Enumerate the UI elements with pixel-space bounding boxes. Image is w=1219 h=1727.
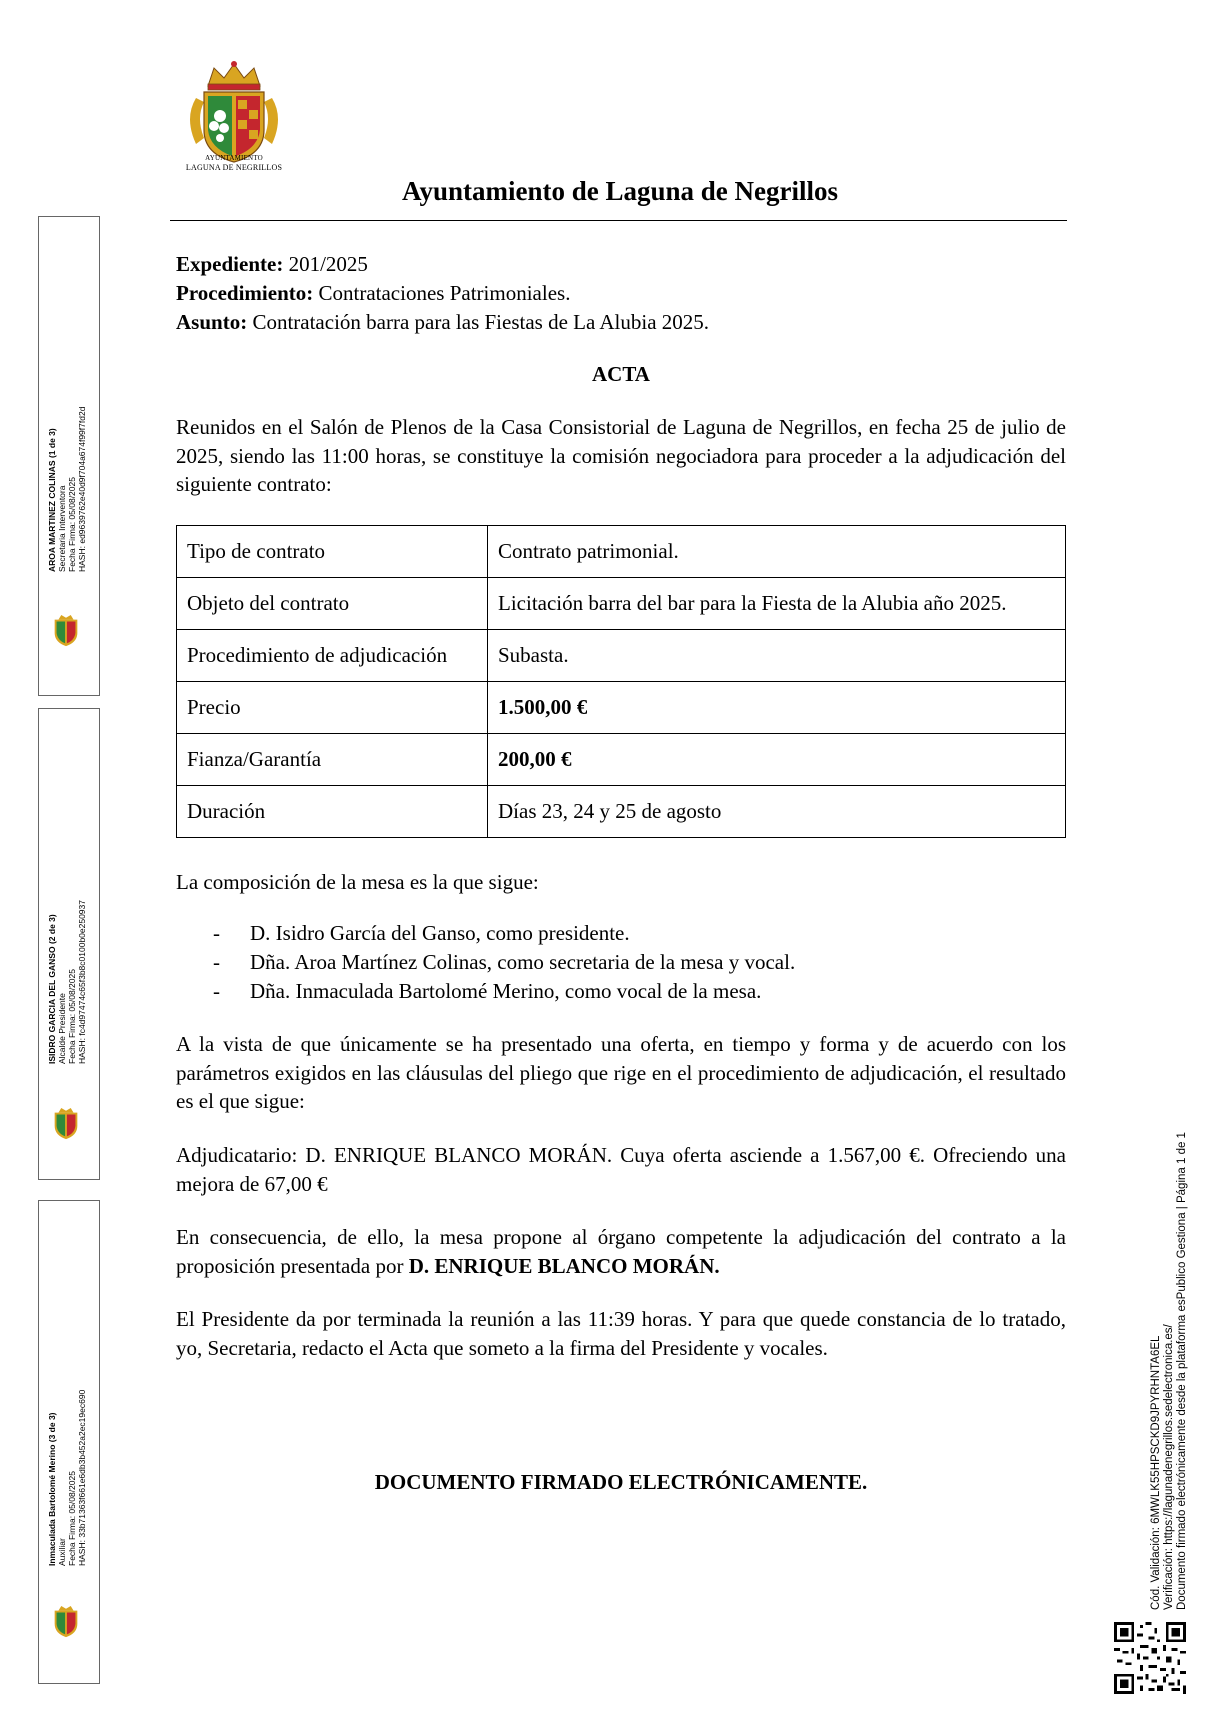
coat-of-arms-icon bbox=[47, 614, 85, 648]
table-value: Subasta. bbox=[488, 630, 1066, 682]
signature-hash: HASH: fc4d97474c65f3b8c0100b0e250937 bbox=[77, 900, 87, 1064]
expediente-label: Expediente: bbox=[176, 252, 284, 276]
signature-box bbox=[38, 216, 100, 696]
table-row bbox=[177, 526, 1066, 578]
expediente-value: 201/2025 bbox=[288, 252, 368, 276]
validation-code: Cód. Validación: 6MWLK55HPSCKD9JPYRHNTA6EL bbox=[1150, 1335, 1162, 1610]
table-key: Objeto del contrato bbox=[177, 578, 488, 630]
table-key: Duración bbox=[177, 786, 488, 838]
signer-name: Inmaculada Bartolomé Merino (3 de 3) bbox=[47, 1412, 57, 1566]
crest-caption bbox=[168, 154, 300, 172]
table-key: Fianza/Garantía bbox=[177, 734, 488, 786]
table-value: Días 23, 24 y 25 de agosto bbox=[488, 786, 1066, 838]
acta-heading: ACTA bbox=[592, 362, 650, 386]
page-title: Ayuntamiento de Laguna de Negrillos bbox=[401, 176, 839, 206]
consecuencia-paragraph bbox=[176, 1223, 1066, 1280]
contract-table bbox=[176, 525, 1066, 838]
table-value: Licitación barra del bar para la Fiesta de la Alubia año 2025. bbox=[488, 578, 1066, 630]
coat-of-arms-icon bbox=[47, 1605, 85, 1639]
asunto-value: Contratación barra para las Fiestas de La Alubia 2025. bbox=[252, 310, 710, 334]
table-key: Tipo de contrato bbox=[177, 526, 488, 578]
signature-text bbox=[47, 1390, 87, 1566]
procedimiento-value: Contrataciones Patrimoniales. bbox=[318, 281, 571, 305]
intro-paragraph: Reunidos en el Salón de Plenos de la Casa Consistorial de Laguna de Negrillos, en fecha 25 de julio de 2025, siendo las 11:00 horas, se constituye la comisión negociadora para proceder a la adjudicación del siguiente contrato: bbox=[176, 415, 1066, 496]
signed-footer: DOCUMENTO FIRMADO ELECTRÓNICAMENTE. bbox=[374, 1470, 868, 1494]
list-item-text: D. Isidro García del Ganso, como presidente. bbox=[250, 921, 630, 945]
list-bullet: - bbox=[213, 921, 220, 945]
table-row bbox=[177, 630, 1066, 682]
consecuencia-text: En consecuencia, de ello, la mesa propone al órgano competente la adjudicación del contrato a la proposición presentada por bbox=[176, 1225, 1066, 1278]
table-row bbox=[177, 734, 1066, 786]
signer-role: Alcalde Presidente bbox=[57, 993, 67, 1064]
coat-of-arms-icon bbox=[47, 1107, 85, 1141]
signature-date: Fecha Firma: 05/08/2025 bbox=[67, 1471, 77, 1566]
signature-date: Fecha Firma: 05/08/2025 bbox=[67, 477, 77, 572]
title-divider bbox=[170, 220, 1067, 221]
qr-code-icon bbox=[1114, 1622, 1186, 1694]
validation-text bbox=[1150, 1132, 1189, 1610]
validation-note: Documento firmado electrónicamente desde la plataforma esPublico Gestiona | Página 1 de 1 bbox=[1176, 1132, 1188, 1610]
procedimiento-line bbox=[176, 279, 570, 308]
composition-intro: La composición de la mesa es la que sigue: bbox=[176, 870, 539, 894]
list-bullet: - bbox=[213, 950, 220, 974]
table-key: Precio bbox=[177, 682, 488, 734]
table-row bbox=[177, 682, 1066, 734]
signature-text bbox=[47, 900, 87, 1064]
offer-paragraph: A la vista de que únicamente se ha presentado una oferta, en tiempo y forma y de acuerdo con los parámetros exigidos en las cláusulas del pliego que rige en el procedimiento de adjudicación, el resultado es el que sigue: bbox=[176, 1032, 1066, 1113]
list-bullet: - bbox=[213, 979, 220, 1003]
table-value: 1.500,00 € bbox=[488, 682, 1066, 734]
coat-of-arms-icon bbox=[174, 58, 294, 168]
crest-caption-line1: AYUNTAMIENTO bbox=[205, 154, 263, 162]
signature-hash: HASH: ed9639762e40d9f704a674f99f7fd2d bbox=[77, 406, 87, 572]
list-item-text: Dña. Aroa Martínez Colinas, como secretaria de la mesa y vocal. bbox=[250, 950, 796, 974]
asunto-line bbox=[176, 308, 709, 337]
signature-date: Fecha Firma: 05/08/2025 bbox=[67, 969, 77, 1064]
procedimiento-label: Procedimiento: bbox=[176, 281, 314, 305]
table-key: Procedimiento de adjudicación bbox=[177, 630, 488, 682]
table-row bbox=[177, 786, 1066, 838]
signature-box bbox=[38, 1200, 100, 1684]
signer-name: ISIDRO GARCIA DEL GANSO (2 de 3) bbox=[47, 914, 57, 1064]
signature-hash: HASH: 33b71363f661e6db3b452a2ec19ec690 bbox=[77, 1389, 87, 1566]
signature-text bbox=[47, 407, 87, 572]
signer-name: AROA MARTINEZ COLINAS (1 de 3) bbox=[47, 428, 57, 572]
signature-box bbox=[38, 708, 100, 1180]
crest-caption-line2: LAGUNA DE NEGRILLOS bbox=[185, 163, 283, 172]
table-value: 200,00 € bbox=[488, 734, 1066, 786]
closing-paragraph: El Presidente da por terminada la reunión a las 11:39 horas. Y para que quede constancia de lo tratado, yo, Secretaria, redacto el Acta que someto a la firma del Presidente y vocales. bbox=[176, 1307, 1066, 1360]
adjudicatario-name: D. ENRIQUE BLANCO MORÁN. bbox=[408, 1253, 720, 1278]
table-row bbox=[177, 578, 1066, 630]
asunto-label: Asunto: bbox=[176, 310, 248, 334]
signer-role: Auxiliar bbox=[57, 1538, 67, 1566]
expediente-line bbox=[176, 250, 368, 279]
list-item-text: Dña. Inmaculada Bartolomé Merino, como vocal de la mesa. bbox=[250, 979, 762, 1003]
signer-role: Secretaria Interventora bbox=[57, 485, 67, 572]
adjudicatario-paragraph: Adjudicatario: D. ENRIQUE BLANCO MORÁN. Cuya oferta asciende a 1.567,00 €. Ofreciendo una mejora de 67,00 € bbox=[176, 1143, 1066, 1196]
table-value: Contrato patrimonial. bbox=[488, 526, 1066, 578]
validation-url[interactable]: Verificación: https://lagunadenegrillos.sedelectronica.es/ bbox=[1163, 1324, 1175, 1610]
